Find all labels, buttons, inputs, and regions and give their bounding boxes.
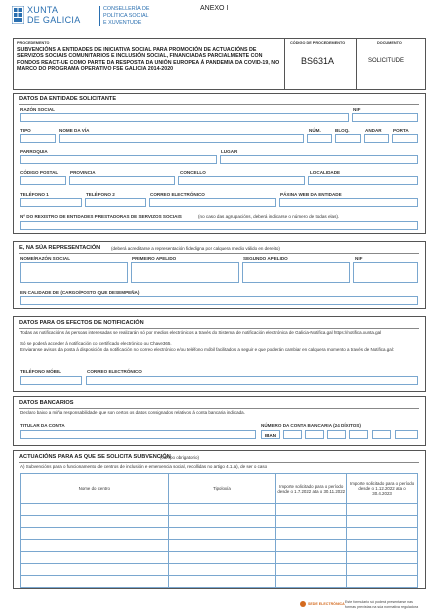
- notif-email-label: CORREO ELECTRÓNICO: [87, 369, 142, 374]
- iban-box: [261, 430, 280, 439]
- bank-title-rule: [19, 408, 419, 409]
- tel2-input[interactable]: [85, 198, 146, 207]
- provincia-input[interactable]: [69, 176, 175, 185]
- table-cell[interactable]: [168, 528, 276, 540]
- account-block-6[interactable]: [395, 430, 418, 439]
- table-cell[interactable]: [276, 540, 347, 552]
- parroquia-label: PARROQUIA: [20, 149, 48, 154]
- table-cell[interactable]: [276, 552, 347, 564]
- provincia-label: PROVINCIA: [70, 170, 96, 175]
- rep-cargo-input[interactable]: [20, 296, 418, 305]
- registro-input[interactable]: [20, 221, 418, 230]
- table-cell[interactable]: [347, 564, 418, 576]
- entity-title-rule: [19, 104, 419, 105]
- table-cell[interactable]: [21, 552, 169, 564]
- table-cell[interactable]: [347, 576, 418, 588]
- parroquia-input[interactable]: [20, 155, 217, 164]
- col-tipoloxia-header: Tipoloxía: [168, 474, 276, 504]
- tel1-label: TELÉFONO 1: [20, 192, 49, 197]
- actions-title-note: (campo obrigatorio): [160, 455, 200, 460]
- account-block-2[interactable]: [305, 430, 324, 439]
- via-label: NOME DA VÍA: [59, 128, 90, 133]
- registro-note: (no caso das agrupacións, deberá indicarse o número de todas elas).: [198, 214, 340, 219]
- col-centro-header: Nome do centro: [21, 474, 169, 504]
- table-cell[interactable]: [347, 504, 418, 516]
- table-row: [21, 576, 418, 588]
- notif-paragraph-1: Todas as notificacións ás persoas interesadas se realizarán só por medios electrónicos a través do Sistema de notificación electrónica de Galicia-Notifica.gal https://notifica.xunta.gal: [20, 330, 382, 335]
- rep-title: E, NA SÚA REPRESENTACIÓN: [19, 245, 101, 251]
- actions-table-header: [21, 474, 418, 504]
- entity-title: DATOS DA ENTIDADE SOLICITANTE: [19, 96, 117, 102]
- bank-title: DATOS BANCARIOS: [19, 400, 74, 406]
- localidade-input[interactable]: [308, 176, 418, 185]
- logo-line2: DE GALICIA: [27, 15, 81, 25]
- bank-account-label: NÚMERO DA CONTA BANCARIA (24 DÍXITOS): [261, 423, 361, 428]
- concello-label: CONCELLO: [180, 170, 206, 175]
- table-cell[interactable]: [21, 576, 169, 588]
- table-cell[interactable]: [168, 504, 276, 516]
- procedure-box: [13, 38, 426, 90]
- bloq-label: BLOQ.: [335, 128, 350, 133]
- procedure-doc: SOLICITUDE: [368, 58, 405, 64]
- notif-title-rule: [19, 328, 419, 329]
- andar-input[interactable]: [364, 134, 389, 143]
- notif-paragraph-3: Enviaranse avisos da posta á disposición da notificación no correo electrónico e/ou teléfono móbil facilitados a seguir e que poderán cambiar en calquera momento a través de Notifica.gal:: [20, 347, 394, 352]
- table-row: [21, 516, 418, 528]
- account-block-4[interactable]: [349, 430, 368, 439]
- col-importe2-header: Importe solicitado para o período desde o 1.12.2022 ata o 30.4.2023: [347, 474, 418, 504]
- account-block-5[interactable]: [372, 430, 391, 439]
- table-cell[interactable]: [21, 564, 169, 576]
- procedure-divider-1: [284, 39, 285, 90]
- bank-titular-input[interactable]: [20, 430, 256, 439]
- dept-line3: E XUVENTUDE: [103, 20, 142, 26]
- table-cell[interactable]: [347, 552, 418, 564]
- rep-ap1-label: PRIMEIRO APELIDO: [132, 256, 177, 261]
- rep-cargo-label: EN CALIDADE DE (CARGO/POSTO QUE DESEMPEÑA): [20, 290, 140, 295]
- footer-line2: formas previstas na súa normativa reguladora: [345, 605, 419, 609]
- porta-input[interactable]: [392, 134, 418, 143]
- entity-email-label: CORREO ELECTRÓNICO: [150, 192, 205, 197]
- notif-movil-label: TELÉFONO MÓBIL: [20, 369, 62, 374]
- rep-nome-input[interactable]: [20, 262, 128, 283]
- table-row: [21, 552, 418, 564]
- actions-title: ACTUACIÓNS PARA AS QUE SE SOLICITA SUBVENCIÓN: [19, 454, 171, 460]
- rep-title-note: (deberá acreditarse a representación fidedigna por calquera medio válido en dereito): [111, 246, 280, 251]
- tipo-input[interactable]: [20, 134, 56, 143]
- via-input[interactable]: [59, 134, 304, 143]
- table-cell[interactable]: [168, 516, 276, 528]
- notif-paragraph-2: Só se poderá acceder á notificación co certificado electrónico ou Chave365.: [20, 341, 172, 346]
- andar-label: ANDAR: [365, 128, 382, 133]
- bank-titular-label: TITULAR DA CONTA: [20, 423, 65, 428]
- procedure-doc-label: DOCUMENTO: [377, 41, 402, 45]
- lugar-label: LUGAR: [221, 149, 238, 154]
- sede-icon: [300, 601, 306, 607]
- entity-nif-label: NIF: [353, 107, 361, 112]
- table-cell[interactable]: [276, 576, 347, 588]
- table-cell[interactable]: [276, 516, 347, 528]
- rep-ap1-input[interactable]: [131, 262, 239, 283]
- rep-nif-input[interactable]: [353, 262, 418, 283]
- cp-input[interactable]: [20, 176, 66, 185]
- procedure-title: SUBVENCIÓNS A ENTIDADES DE INICIATIVA SOCIAL PARA PROMOCIÓN DE ACTUACIÓNS DE SERVIZOS SOCIAIS COMUNITARIOS E INCLUSIÓN SOCIAL, FINANCIADAS PARCIALMENTE CON FONDOS REACT-UE COMO PARTE DA RESPOSTA DA UNIÓN EUROPEA Á PANDEMIA DA COVID-19, NO MARCO DO PROGRAMA OPERATIVO FSE GALICIA 2014-2020: [17, 47, 280, 73]
- cp-label: CÓDIGO POSTAL: [20, 170, 59, 175]
- iban-label: IBAN: [265, 432, 276, 438]
- lugar-input[interactable]: [220, 155, 418, 164]
- table-cell[interactable]: [21, 528, 169, 540]
- table-row: [21, 528, 418, 540]
- logo-line1: XUNTA: [27, 5, 59, 15]
- dept-line1: CONSELLERÍA DE: [103, 6, 150, 12]
- notif-movil-input[interactable]: [20, 376, 82, 385]
- table-cell[interactable]: [276, 564, 347, 576]
- table-cell[interactable]: [168, 576, 276, 588]
- table-cell[interactable]: [168, 552, 276, 564]
- xunta-logo: [12, 5, 97, 27]
- rep-ap2-label: SEGUNDO APELIDO: [243, 256, 288, 261]
- anexo-label: ANEXO I: [200, 5, 229, 12]
- tel2-label: TELÉFONO 2: [86, 192, 115, 197]
- procedure-code-label: CÓDIGO DE PROCEDEMENTO: [290, 41, 346, 45]
- table-cell[interactable]: [21, 516, 169, 528]
- footer-line1: Este formulario só poderá presentarse nas: [345, 600, 413, 604]
- table-cell[interactable]: [347, 540, 418, 552]
- account-block-1[interactable]: [283, 430, 302, 439]
- rep-nif-label: NIF: [355, 256, 363, 261]
- table-cell[interactable]: [276, 528, 347, 540]
- notif-title: DATOS PARA OS EFECTOS DE NOTIFICACIÓN: [19, 320, 144, 326]
- table-row: [21, 540, 418, 552]
- concello-input[interactable]: [178, 176, 305, 185]
- table-cell[interactable]: [168, 564, 276, 576]
- web-input[interactable]: [279, 198, 418, 207]
- procedure-code: BS631A: [301, 56, 335, 66]
- tipo-label: TIPO: [20, 128, 31, 133]
- actions-title-rule: [19, 462, 419, 463]
- actions-table: [20, 473, 418, 588]
- table-cell[interactable]: [21, 504, 169, 516]
- porta-label: PORTA: [393, 128, 409, 133]
- xunta-emblem-icon: [12, 6, 24, 24]
- account-block-3[interactable]: [327, 430, 346, 439]
- table-cell[interactable]: [347, 528, 418, 540]
- dept-line2: POLÍTICA SOCIAL: [103, 13, 149, 19]
- table-row: [21, 564, 418, 576]
- bloq-input[interactable]: [335, 134, 361, 143]
- logo-divider: [99, 6, 100, 26]
- rep-ap2-input[interactable]: [242, 262, 350, 283]
- razon-input[interactable]: [20, 113, 349, 122]
- table-row: [21, 504, 418, 516]
- table-cell[interactable]: [168, 540, 276, 552]
- bank-declaration: Declaro baixo a miña responsabilidade que son certos os datos consignados relativos á conta bancaria indicada.: [20, 410, 245, 415]
- table-cell[interactable]: [276, 504, 347, 516]
- col-importe1-header: Importe solicitado para o período desde o 1.7.2022 ata o 30.11.2022: [276, 474, 347, 504]
- procedure-divider-2: [356, 39, 357, 90]
- rep-title-rule: [19, 253, 419, 254]
- procedure-label: PROCEDEMENTO: [17, 41, 50, 45]
- localidade-label: LOCALIDADE: [310, 170, 341, 175]
- entity-email-input[interactable]: [149, 198, 276, 207]
- table-cell[interactable]: [21, 540, 169, 552]
- sede-label: SEDE ELECTRÓNICA: [308, 601, 345, 606]
- table-cell[interactable]: [347, 516, 418, 528]
- registro-label: Nº DO REXISTRO DE ENTIDADES PRESTADORAS DE SERVIZOS SOCIAIS: [20, 214, 182, 219]
- rep-nome-label: NOME/RAZÓN SOCIAL: [20, 256, 71, 261]
- notif-email-input[interactable]: [86, 376, 418, 385]
- web-label: PÁXINA WEB DA ENTIDADE: [280, 192, 342, 197]
- tel1-input[interactable]: [20, 198, 82, 207]
- actions-subtitle: A) Subvencións para o funcionamento de centros de inclusión e emerxencia social, recollidas no artigo 4.1.a), de ser o caso: [20, 464, 268, 469]
- razon-label: RAZÓN SOCIAL: [20, 107, 55, 112]
- num-label: NÚM.: [309, 128, 321, 133]
- entity-nif-input[interactable]: [352, 113, 418, 122]
- num-input[interactable]: [307, 134, 332, 143]
